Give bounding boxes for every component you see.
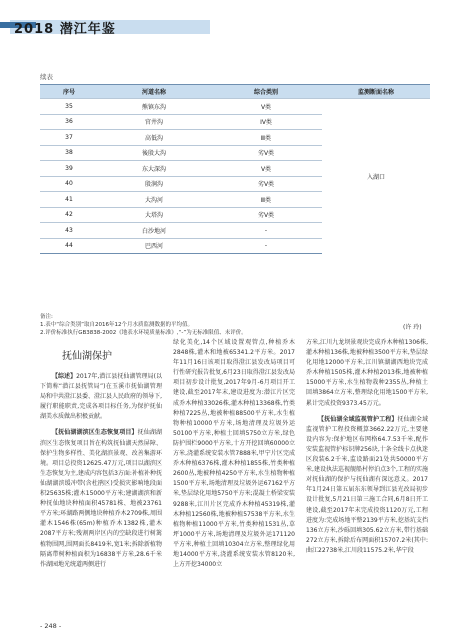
cell-river: 後殷大沟 bbox=[98, 145, 210, 161]
cell-river: 大塔沟 bbox=[98, 207, 210, 223]
section-heading: 【抚仙湖全域监视管护工程】 bbox=[318, 415, 398, 423]
article-column-3 bbox=[306, 338, 428, 556]
cell-category: 劣V类 bbox=[210, 207, 322, 223]
col-header-river: 河道名称 bbox=[98, 85, 210, 99]
cell-river: 官井沟 bbox=[98, 114, 210, 130]
cell-category: V类 bbox=[210, 161, 322, 177]
article-column-1 bbox=[40, 372, 162, 570]
paragraph-text: 抚仙湖全域监视管护工程投资概算3662.22万元,主要建设内容为:保护地区布网格64.7.53千米,配作安装监视管护标识牌256块,十条全线卡点执迷区段装6.2千米,监设路面21处共50000平方米,建设执法巡视舰船村停泊点3个,工程的实施对抚仙湖的保护与抚仙湖有深远意义。2017年1月24日第五届东东领导到江县光改局初步设计批复,5月21日第三施工合同,6月8日开工建设,截至2017年末完成投资1120万元,工程进度为:完成场地平整2139平方米,挖基坑支挡136立方米,沙砾回填305.62立方米,带行基础272立方米,拆除后布网面积15707.2米(其中:曲江22738米,江川段11575.2米,华宁段 bbox=[306, 415, 428, 554]
paragraph bbox=[40, 428, 162, 569]
paragraph bbox=[40, 372, 162, 422]
table-row bbox=[40, 99, 430, 115]
author-credit: (许 玲) bbox=[403, 324, 422, 331]
cell-category: Ⅲ类 bbox=[210, 192, 322, 208]
cell-river: 高低沟 bbox=[98, 130, 210, 146]
cell-no: 42 bbox=[40, 207, 98, 223]
cell-river: 巴西河 bbox=[98, 238, 210, 254]
water-quality-table bbox=[40, 84, 430, 254]
cell-river: 白沙地河 bbox=[98, 223, 210, 239]
cell-section: 入湖口 bbox=[322, 99, 430, 254]
article-column-2 bbox=[173, 338, 295, 570]
yearbook-name: 潜江年鉴 bbox=[59, 22, 116, 37]
paragraph: 方米,江川九龙坝景观块完成乔木种植1306株,灌木种植136株,地被种植3500平方米,垫层绿化用地12000平方米,江川镇湖湖西地块完成乔木种植1505株,灌木种植2013株,地被种植15000平方米,水生植物栽种2355丛,种植土回填3864立方米,整理绿化用地1500平方米,累计完成投资9373.45万元。 bbox=[306, 339, 428, 407]
section-heading: 【综述】 bbox=[52, 373, 77, 380]
cell-no: 41 bbox=[40, 192, 98, 208]
cell-no: 38 bbox=[40, 145, 98, 161]
article-title: 抚仙湖保护 bbox=[62, 351, 112, 362]
cell-category: IV类 bbox=[210, 114, 322, 130]
cell-no: 35 bbox=[40, 99, 98, 115]
table-continued-label: 续表 bbox=[40, 73, 53, 81]
cell-category: V类 bbox=[210, 99, 322, 115]
page-number: - 248 - bbox=[40, 622, 62, 630]
cell-category: - bbox=[210, 238, 322, 254]
paragraph: 绿化美化,14个区域设置观管点,种植乔木2848株,灌木和地被65341.2平方米。2017年11月16日该项目取得澄江县发改局项目可行性研究报告批复,6月23日取得澄江县发改局项目初步设计批复,2017年9月-6月项目开工建设,截至2017年末,建设进度为:潜江片区完成乔木种植33026株,灌木种植13368株,竹类种植7225丛,地被种植88500平方米,水生植物种植10000平方米,场地清理及垃圾外运50100平方米,种植土回填5750立方米,绿色防护围栏9000平方米,十方开挖回填60000立方米,浇灌系统安装水管7888米,甲宁片区完成乔木种植6376株,灌木种植1855株,竹类种植2600丛,地被种植4250平方米,水生植物种植1500平方米,场地清理及垃圾外运67162平方米,垫层绿化用地5750平方米;混凝土桥梁安装9288米,江川片区完成乔木种植45319株,灌木种植12560株,地被种植57538平方米,水生植物种植11000平方米,竹类种植1531丛,草坪1000平方米,场地清理及垃圾外运171120平方米,种植土回填10304立方米,整理绿化用地14000平方米,浇灌系统安装水管8120米,上方开挖34000立 bbox=[173, 339, 295, 569]
year: 2018 bbox=[14, 22, 55, 37]
paragraph-text: 抚仙湖湖滨区生态恢复项目旨在构筑抚仙湖天然屏障、保护生物多样性、美化湖滨景观、改善集游环境。项目总投资12625.47万元,项目以湖滨区生态恢复为主,建成内容包括3方面:补植补种抚仙湖湖滨缓冲带(含杜鹃区)受损灾影响地段面积25635株;灌木15000平方米;建湖湖滨和新种抚仙地块种植面积45781株、地被23761平方米;环湖路两侧地块种植乔木2709株,周围灌木1546株(65m)种植乔木1382株,灌木2087平方米;残割两岸区内的空缺段进行树篱植物围网,围网面长8419米,宽1米;拆除新植物隔离带树种植面积为16838平方米,28.6千米作湖园地光统道两侧进行 bbox=[40, 429, 162, 568]
cell-category: 劣V类 bbox=[210, 145, 322, 161]
paragraph bbox=[306, 415, 428, 556]
note-1: 1.表中“综合类别”取自2016年12个月水质监测数据的平均值。 bbox=[40, 322, 193, 328]
col-header-section: 监测断面名称 bbox=[322, 85, 430, 99]
cell-no: 37 bbox=[40, 130, 98, 146]
notes-label: 备注: bbox=[40, 314, 53, 320]
cell-no: 43 bbox=[40, 223, 98, 239]
cell-no: 44 bbox=[40, 238, 98, 254]
cell-category: 劣V类 bbox=[210, 176, 322, 192]
col-header-no: 序号 bbox=[40, 85, 98, 99]
col-header-category: 综合类别 bbox=[210, 85, 322, 99]
cell-river: 熊镇东沟 bbox=[98, 99, 210, 115]
page-header bbox=[0, 0, 468, 36]
section-heading: 【抚仙湖湖滨区生态恢复项目】 bbox=[52, 429, 138, 437]
table-header-row bbox=[40, 85, 430, 99]
cell-no: 39 bbox=[40, 161, 98, 177]
cell-river: 大沟河 bbox=[98, 192, 210, 208]
table-notes bbox=[40, 313, 440, 337]
cell-category: Ⅲ类 bbox=[210, 130, 322, 146]
cell-category: - bbox=[210, 223, 322, 239]
cell-river: 东大深沟 bbox=[98, 161, 210, 177]
cell-river: 殷涧沟 bbox=[98, 176, 210, 192]
paragraph-text: 2017年,潜江县抚仙湖管理局(以下简称“潜江县抚管局”)在玉溪市抚仙湖管理局和中共澄江县委、澄江县人民政府的领导下,履行职能职责,完成各项目标任务,为保护抚仙湖美水质做出积极贡献。 bbox=[40, 373, 162, 421]
yearbook-title bbox=[14, 18, 116, 37]
cell-no: 36 bbox=[40, 114, 98, 130]
cell-no: 40 bbox=[40, 176, 98, 192]
note-2: 2.评价标准执行GB3838-2002《地表水环境质量标准》,“-”为无标准限值、未评价。 bbox=[40, 330, 247, 336]
